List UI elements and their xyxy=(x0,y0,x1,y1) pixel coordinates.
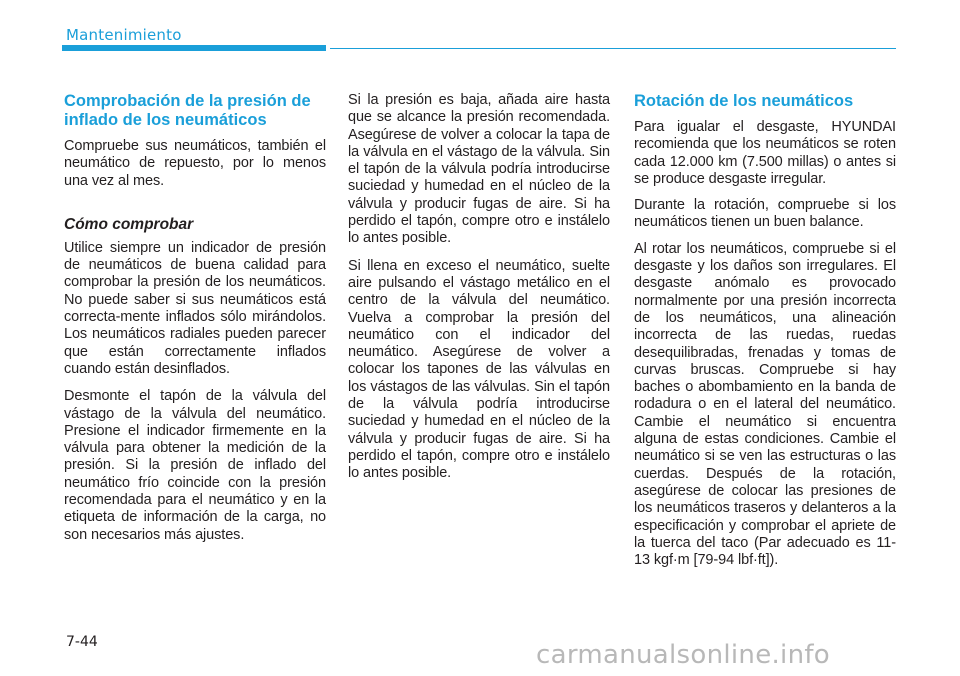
paragraph-wear-check: Al rotar los neumáticos, compruebe si el desgaste y los daños son irregulares. El desgaste anómalo es provocado normalmente por una presión incorrecta de los neumáticos, una alineación incorrecta de las ruedas, ruedas desequilibradas, frenadas y tomas de curvas bruscas. Compruebe si hay baches o abombamiento en la banda de rodadura o en el lateral del neumático. Cambie el neumático si encuentra alguna de estas condiciones. Cambie el neumático si se ven las estructuras o las cuerdas. Después de la rotación, asegúrese de colocar las presiones de los neumáticos traseros y delanteros a la especificación y comprobar el apriete de la tuerca del taco (Par adecuado es 11-13 kgf·m [79-94 lbf·ft]). xyxy=(634,240,896,569)
header-rule-thick xyxy=(62,45,326,51)
section-label: Mantenimiento xyxy=(66,26,182,44)
intro-paragraph: Compruebe sus neumáticos, también el neumático de repuesto, por lo menos una vez al mes. xyxy=(64,138,326,189)
paragraph-low-pressure: Si la presión es baja, añada aire hasta que se alcance la presión recomendada. Asegúrese de volver a colocar la tapa de la válvula en el vástago de la válvula. Sin el tapón de la válvula podría introducirse suciedad y humedad en el núcleo de la válvula y producir fugas de aire. Si ha perdido el tapón, compre otro e instálelo lo antes posible. xyxy=(348,92,610,247)
header-rule-thin xyxy=(330,48,896,49)
subheading-how-to-check: Cómo comprobar xyxy=(64,215,194,233)
paragraph-rotation-interval: Para igualar el desgaste, HYUNDAI recomienda que los neumáticos se roten cada 12.000 km (7.500 millas) o antes si se produce desgaste irregular. xyxy=(634,119,896,187)
heading-tire-rotation: Rotación de los neumáticos xyxy=(634,92,854,110)
column-1 xyxy=(64,92,326,554)
paragraph-valve-cap: Desmonte el tapón de la válvula del vástago de la válvula del neumático. Presione el indicador firmemente en la válvula para obtener la medición de la presión. Si la presión de inflado del neumático frío coincide con la presión recomendada para el neumático y en la etiqueta de información de la carga, no son necesarios más ajustes. xyxy=(64,388,326,543)
paragraph-balance: Durante la rotación, compruebe si los neumáticos tienen un buen balance. xyxy=(634,197,896,231)
column-3 xyxy=(634,92,896,578)
column-2 xyxy=(348,92,610,493)
paragraph-overinflated: Si llena en exceso el neumático, suelte aire pulsando el vástago metálico en el centro de la válvula del neumático. Vuelva a comprobar la presión del neumático con el indicador del neumático. Asegúrese de volver a colocar los tapones de las válvulas en los vástagos de las válvulas. Sin el tapón de la válvula podría introducirse suciedad y humedad en el núcleo de la válvula y producir fugas de aire. Si ha perdido el tapón, compre otro e instálelo lo antes posible. xyxy=(348,257,610,482)
page-number: 7-44 xyxy=(66,634,98,650)
paragraph-gauge: Utilice siempre un indicador de presión de neumáticos de buena calidad para comprobar la presión de los neumáticos. No puede saber si sus neumáticos está correcta-mente inflados sólo mirándolos. Los neumáticos radiales pueden parecer que están correctamente inflados cuando están desinflados. xyxy=(64,239,326,377)
heading-tire-pressure: Comprobación de la presión de inflado de los neumáticos xyxy=(64,92,311,129)
watermark: carmanualsonline.info xyxy=(536,640,831,670)
